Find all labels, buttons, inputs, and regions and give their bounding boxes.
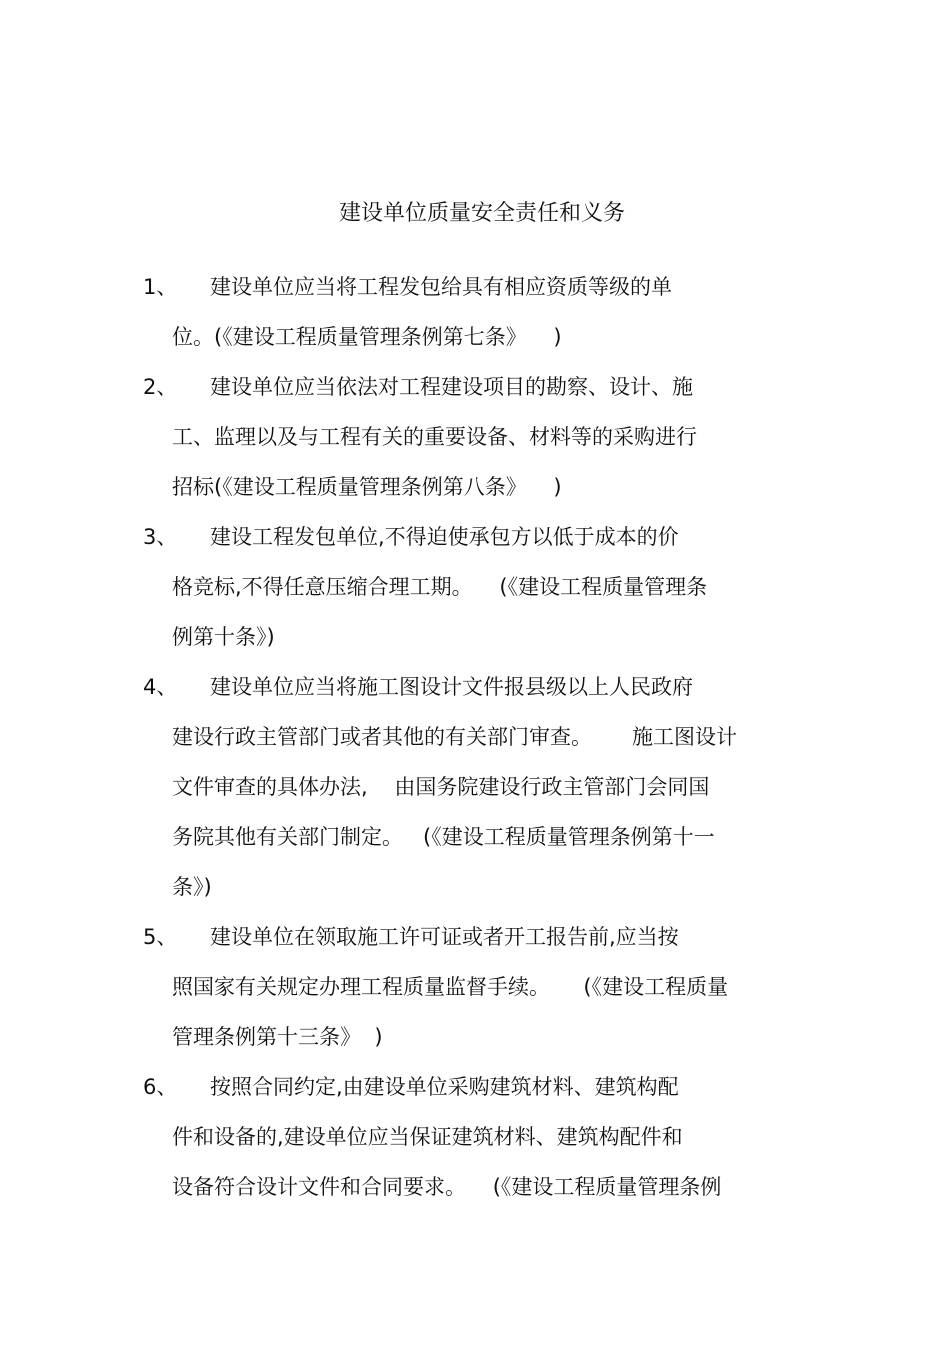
clause-text-line: 格竞标,不得任意压缩合理工期。 (《建设工程质量管理条 <box>172 575 708 599</box>
clause-text-line: 建设单位在领取施工许可证或者开工报告前,应当按 <box>210 925 679 949</box>
clause-item <box>0 912 950 1062</box>
clause-number: 1、 <box>143 275 178 299</box>
clause-text-line: 文件审查的具体办法, 由国务院建设行政主管部门会同国 <box>172 775 710 799</box>
clause-text-line: 建设单位应当将工程发包给具有相应资质等级的单 <box>210 275 672 299</box>
clause-item <box>0 512 950 662</box>
clause-number: 2、 <box>143 375 178 399</box>
clause-text-line: 位。(《建设工程质量管理条例第七条》 ) <box>172 325 562 349</box>
clause-item <box>0 662 950 912</box>
clause-text-line: 设备符合设计文件和合同要求。 (《建设工程质量管理条例 <box>172 1175 722 1199</box>
clause-item <box>0 262 950 362</box>
clause-text-line: 管理条例第十三条》 ) <box>172 1025 383 1049</box>
clause-text-line: 建设行政主管部门或者其他的有关部门审查。 施工图设计 <box>172 725 738 749</box>
clause-item <box>0 362 950 512</box>
clause-text-line: 务院其他有关部门制定。 (《建设工程质量管理条例第十一 <box>172 825 715 849</box>
clause-number: 5、 <box>143 925 178 949</box>
clause-item <box>0 1062 950 1212</box>
document-title: 建设单位质量安全责任和义务 <box>338 201 625 226</box>
clause-text-line: 建设单位应当将施工图设计文件报县级以上人民政府 <box>210 675 693 699</box>
clause-text-line: 照国家有关规定办理工程质量监督手续。 (《建设工程质量 <box>172 975 729 999</box>
clause-text-line: 招标(《建设工程质量管理条例第八条》 ) <box>172 475 562 499</box>
clause-text-line: 例第十条》) <box>172 625 275 649</box>
clause-text-line: 件和设备的,建设单位应当保证建筑材料、建筑构配件和 <box>172 1125 683 1149</box>
clause-number: 6、 <box>143 1075 178 1099</box>
clause-number: 3、 <box>143 525 178 549</box>
clause-text-line: 条》) <box>172 875 212 899</box>
clause-text-line: 按照合同约定,由建设单位采购建筑材料、建筑构配 <box>210 1075 679 1099</box>
clause-text-line: 建设单位应当依法对工程建设项目的勘察、设计、施 <box>210 375 693 399</box>
clause-text-line: 建设工程发包单位,不得迫使承包方以低于成本的价 <box>210 525 679 549</box>
clause-text-line: 工、监理以及与工程有关的重要设备、材料等的采购进行 <box>172 425 697 449</box>
clause-number: 4、 <box>143 675 178 699</box>
